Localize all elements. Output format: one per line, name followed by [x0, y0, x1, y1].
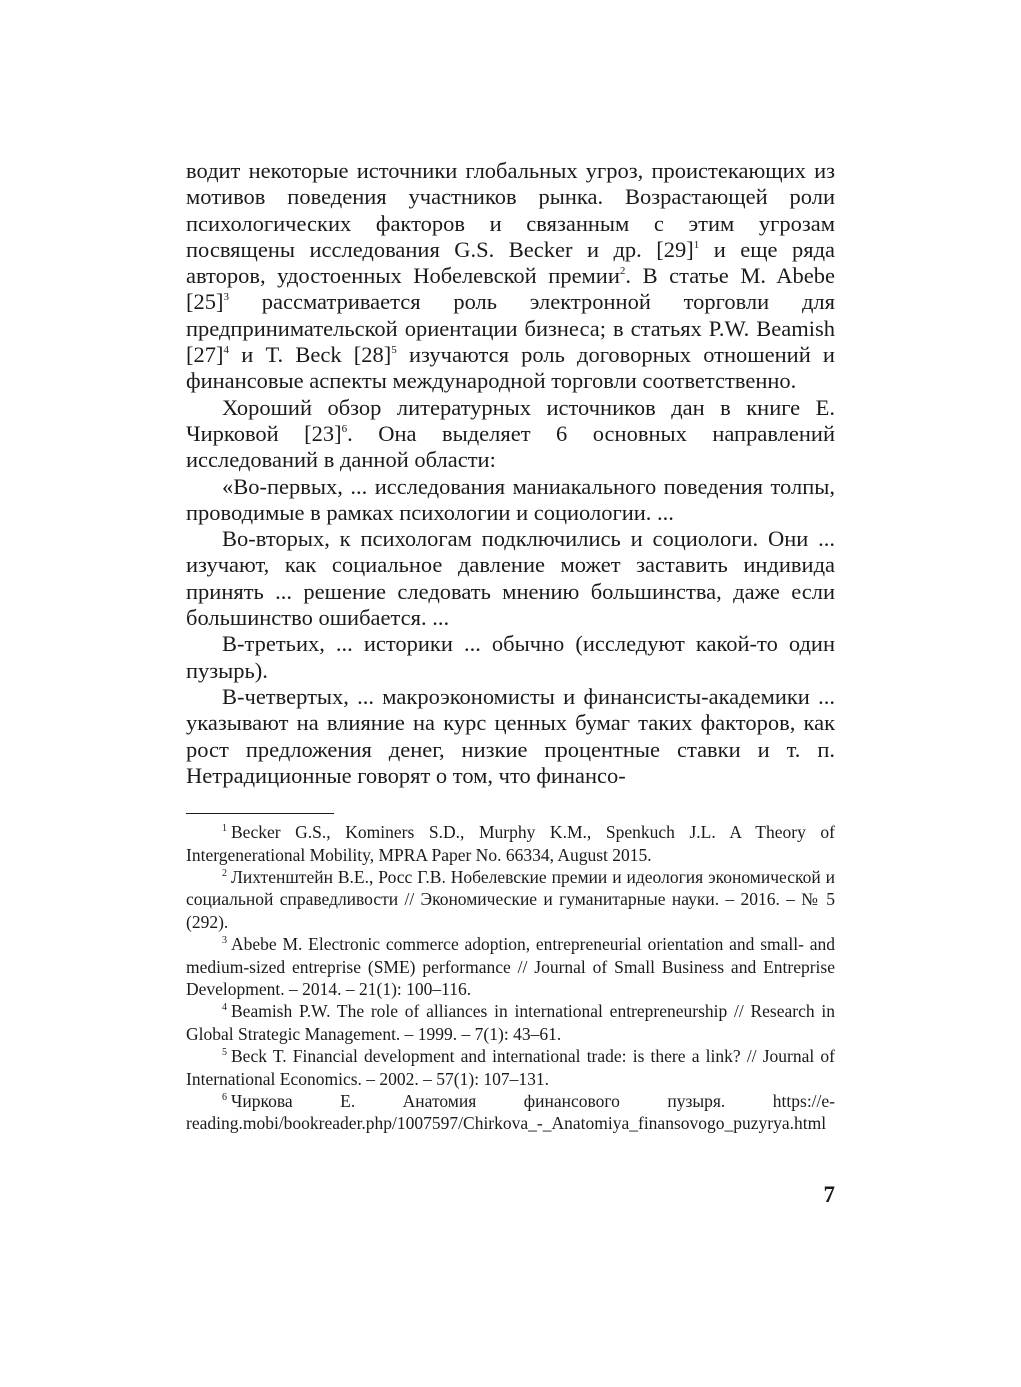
footnote-text: Becker G.S., Kominers S.D., Murphy K.M., Spenkuch J.L. A Theory of Intergenerational Mobility, MPRA Paper No. 66334, August 2015.: [186, 822, 835, 865]
footnotes: [186, 821, 835, 1135]
paragraph-3: «Во-первых, ... исследования маниакального поведения толпы, проводимые в рамках психологии и социологии. ...: [186, 473, 835, 525]
footnote-2: [186, 866, 835, 933]
main-text: [186, 158, 835, 789]
paragraph-1-text-6: изучаются роль договорных отношений и финансовые аспекты международной торговли соответственно.: [186, 342, 835, 394]
footnote-ref-3[interactable]: 3: [223, 291, 229, 304]
footnote-text: Лихтенштейн В.Е., Росс Г.В. Нобелевские премии и идеология экономической и социальной справедливости // Экономические и гуманитарные науки. – 2016. – № 5 (292).: [186, 866, 835, 932]
paragraph-6: В-четвертых, ... макроэкономисты и финансисты-академики ... указывают на влияние на курс ценных бумаг таких факторов, как рост предложения денег, низкие процентные ставки и т. п. Нетрадиционные говорят о том, что финансо-: [186, 683, 835, 788]
paragraph-1-text-2: и еще ряда авторов, удостоенных Нобелевской премии: [186, 236, 836, 289]
footnote-number: 5: [222, 1047, 227, 1059]
footnote-5: [186, 1045, 835, 1090]
footnote-number: 6: [222, 1092, 227, 1103]
footnote-number: 1: [222, 823, 227, 835]
footnote-text: Beamish P.W. The role of alliances in international entrepreneurship // Research in Global Strategic Management. – 1999. – 7(1): 43–61.: [186, 1001, 835, 1044]
paragraph-1-text-1: водит некоторые источники глобальных угроз, проистекающих из мотивов поведения участников рынка. Возрастающей роли психологических факторов и связанным с этим угрозам посвящены исследования G.S. Becker и др. [29]: [186, 158, 835, 262]
footnote-1: [186, 821, 835, 866]
footnote-ref-4[interactable]: 4: [223, 344, 229, 357]
book-page: [186, 158, 835, 1135]
footnote-ref-6[interactable]: 6: [341, 422, 348, 435]
footnote-4: [186, 1000, 835, 1045]
paragraph-2: [186, 395, 835, 474]
paragraph-1-text-4: рассматривается роль электронной торговли для предпринимательской ориентации бизнеса; в статьях P.W. Beamish [27]: [186, 289, 835, 368]
paragraph-5: В-третьих, ... историки ... обычно (исследуют какой-то один пузырь).: [186, 631, 835, 683]
paragraph-2-text-1: Хороший обзор литературных источников дан в книге Е. Чирковой [23]: [186, 394, 835, 446]
footnote-number: 3: [222, 935, 227, 947]
footnote-number: 2: [222, 867, 227, 879]
footnote-ref-1[interactable]: 1: [693, 238, 700, 251]
footnote-ref-2[interactable]: 2: [619, 265, 626, 278]
footnote-3: [186, 933, 835, 1000]
page-number: 7: [823, 1182, 835, 1207]
paragraph-1: [186, 158, 835, 395]
paragraph-2-text-2: . Она выделяет 6 основных направлений исследований в данной области:: [186, 420, 835, 473]
paragraph-4: Во-вторых, к психологам подключились и социологи. Они ... изучают, как социальное давление может заставить индивида принять ... решение следовать мнению большинства, даже если большинство ошибается. ...: [186, 526, 835, 631]
footnote-text: Чиркова Е. Анатомия финансового пузыря. https://e-reading.mobi/bookreader.php/1007597/Chirkova_-_Anatomiya_finansovogo_puzyrya.html: [186, 1091, 835, 1134]
paragraph-1-text-3: . В статье M. Abebe [25]: [186, 263, 835, 315]
footnote-text: Beck T. Financial development and international trade: is there a link? // Journal of International Economics. – 2002. – 57(1): 107–131.: [186, 1046, 835, 1089]
paragraph-1-text-5: и T. Beck [28]: [229, 342, 392, 368]
footnote-number: 4: [222, 1002, 227, 1014]
footnote-6: [186, 1090, 835, 1135]
footnote-text: Abebe M. Electronic commerce adoption, entrepreneurial orientation and small- and medium-sized entreprise (SME) performance // Journal of Small Business and Entreprise Development. – 2014. – 21(1): 100–116.: [186, 934, 835, 999]
footnote-separator: [186, 813, 334, 814]
footnote-ref-5[interactable]: 5: [391, 344, 397, 357]
